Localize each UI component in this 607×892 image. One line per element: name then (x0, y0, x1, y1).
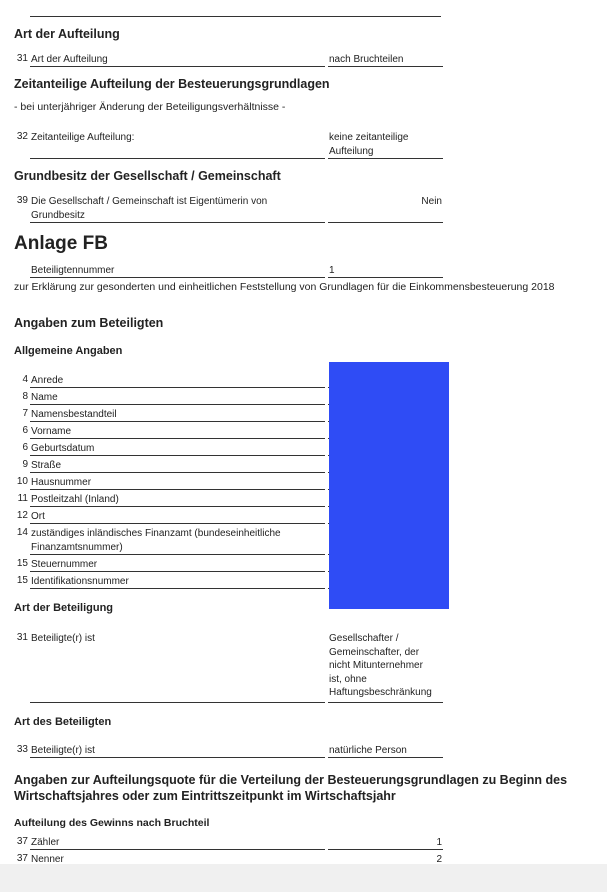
row-number: 15 (16, 575, 28, 586)
section-heading-zeitanteilige-aufteilung: Zeitanteilige Aufteilung der Besteuerungsgrundlagen (14, 77, 330, 91)
row-label: Straße (31, 460, 62, 471)
label-underline (30, 277, 325, 278)
row-label: Anrede (31, 375, 64, 386)
value-underline (328, 277, 443, 278)
row-label: Beteiligtennummer (31, 265, 115, 276)
form-row-grundbesitz (0, 195, 607, 223)
row-label: Zeitanteilige Aufteilung: (31, 132, 135, 143)
row-label: zuständiges inländisches Finanzamt (bundeseinheitliche Finanzamtsnummer) (31, 528, 281, 553)
row-label: Beteiligte(r) ist (31, 633, 95, 644)
value-underline (328, 757, 443, 758)
form-row-nenner (0, 853, 607, 864)
value-underline (328, 849, 443, 850)
form-row-art-des-beteiligten (0, 744, 607, 758)
form-row-allgemeine-angaben (0, 527, 607, 555)
label-underline (30, 588, 325, 589)
label-underline (30, 702, 325, 703)
row-number: 31 (16, 53, 28, 64)
label-underline (30, 438, 325, 439)
form-row-allgemeine-angaben (0, 408, 607, 422)
row-number: 6 (22, 425, 28, 436)
section-heading-aufteilungsquote: Angaben zur Aufteilungsquote für die Verteilung der Besteuerungsgrundlagen zu Beginn des Wirtschaftsjahres oder zum Eintrittszeitpunkt im Wirtschaftsjahr (14, 773, 568, 803)
row-number: 6 (22, 442, 28, 453)
row-value: 2 (436, 854, 442, 864)
label-underline (30, 489, 325, 490)
row-number: 37 (16, 853, 28, 864)
form-row-allgemeine-angaben (0, 558, 607, 572)
value-underline (328, 66, 443, 67)
row-label: Steuernummer (31, 559, 98, 570)
row-number: 14 (16, 527, 28, 538)
label-underline (30, 404, 325, 405)
label-underline (30, 472, 325, 473)
form-row-allgemeine-angaben (0, 425, 607, 439)
row-number: 12 (16, 510, 28, 521)
section-heading-art-der-aufteilung: Art der Aufteilung (14, 27, 120, 41)
section-heading-gewinn-bruchteil: Aufteilung des Gewinns nach Bruchteil (14, 817, 210, 829)
row-number: 37 (16, 836, 28, 847)
row-label: Postleitzahl (Inland) (31, 494, 119, 505)
form-row-allgemeine-angaben (0, 459, 607, 473)
row-number: 9 (22, 459, 28, 470)
label-underline (30, 506, 325, 507)
page-title-anlage-fb: Anlage FB (14, 233, 108, 254)
row-label: Hausnummer (31, 477, 92, 488)
label-underline (30, 421, 325, 422)
row-number: 11 (17, 493, 28, 504)
row-value: nach Bruchteilen (329, 54, 404, 65)
row-number: 39 (16, 195, 28, 206)
top-divider (30, 16, 441, 17)
row-label: Beteiligte(r) ist (31, 745, 95, 756)
label-underline (30, 571, 325, 572)
row-label: Art der Aufteilung (31, 54, 108, 65)
row-label: Identifikationsnummer (31, 576, 129, 587)
row-value: 1 (436, 837, 442, 848)
form-row-beteiligte-ist (0, 632, 607, 702)
form-row-zeitanteilige-aufteilung (0, 131, 607, 159)
section-subtitle-unterjaehrig: - bei unterjähriger Änderung der Beteiligungsverhältnisse - (14, 101, 286, 113)
form-row-allgemeine-angaben (0, 391, 607, 405)
row-label: Geburtsdatum (31, 443, 95, 454)
form-row-allgemeine-angaben (0, 442, 607, 456)
redacted-values-block (329, 362, 449, 609)
row-value: 1 (329, 265, 335, 276)
row-value: natürliche Person (329, 745, 407, 756)
label-underline (30, 849, 325, 850)
row-number: 4 (22, 374, 28, 385)
section-heading-grundbesitz: Grundbesitz der Gesellschaft / Gemeinschaft (14, 169, 281, 183)
anlage-description: zur Erklärung zur gesonderten und einheitlichen Feststellung von Grundlagen für die Einkommensbesteuerung 2018 (14, 281, 555, 293)
row-number: 7 (22, 408, 28, 419)
row-value: Gesellschafter / Gemeinschafter, der nicht Mitunternehmer ist, ohne Haftungsbeschränkung (329, 633, 432, 698)
value-underline (328, 222, 443, 223)
label-underline (30, 222, 325, 223)
form-row-allgemeine-angaben (0, 510, 607, 524)
form-row-allgemeine-angaben (0, 374, 607, 388)
row-number: 15 (16, 558, 28, 569)
row-label: Name (31, 392, 58, 403)
row-label: Vorname (31, 426, 72, 437)
label-underline (30, 455, 325, 456)
section-heading-art-des-beteiligten: Art des Beteiligten (14, 716, 112, 728)
row-label: Nenner (31, 854, 64, 864)
form-row-allgemeine-angaben (0, 575, 607, 589)
row-label: Zähler (31, 837, 60, 848)
row-label: Namensbestandteil (31, 409, 117, 420)
section-heading-allgemeine-angaben: Allgemeine Angaben (14, 345, 123, 357)
row-number: 10 (16, 476, 28, 487)
label-underline (30, 554, 325, 555)
section-heading-art-der-beteiligung: Art der Beteiligung (14, 602, 114, 614)
row-value: Nein (421, 196, 442, 207)
form-row-allgemeine-angaben (0, 493, 607, 507)
value-underline (328, 158, 443, 159)
label-underline (30, 757, 325, 758)
row-number: 8 (22, 391, 28, 402)
label-underline (30, 158, 325, 159)
section-heading-angaben-beteiligten: Angaben zum Beteiligten (14, 316, 164, 330)
row-number: 33 (16, 744, 28, 755)
row-label: Ort (31, 511, 45, 522)
form-row-zaehler (0, 836, 607, 850)
form-row-beteiligtennummer (0, 264, 607, 278)
row-value: keine zeitanteilige Aufteilung (329, 132, 409, 157)
label-underline (30, 523, 325, 524)
label-underline (30, 66, 325, 67)
form-row-allgemeine-angaben (0, 476, 607, 490)
row-number: 31 (16, 632, 28, 643)
value-underline (328, 702, 443, 703)
form-row-art-der-aufteilung (0, 53, 607, 67)
row-label: Die Gesellschaft / Gemeinschaft ist Eigentümerin von Grundbesitz (31, 196, 268, 221)
label-underline (30, 387, 325, 388)
row-number: 32 (16, 131, 28, 142)
